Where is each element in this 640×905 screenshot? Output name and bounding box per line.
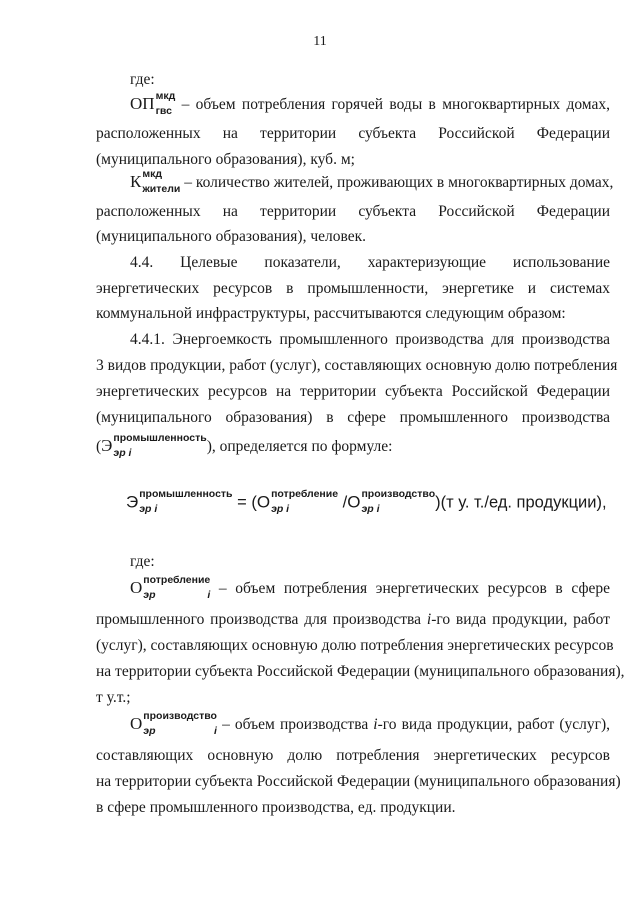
- para-44-line-3: коммунальной инфраструктуры, рассчитываются следующим образом:: [96, 305, 566, 322]
- def-o1-line-5: т у.т.;: [96, 689, 131, 706]
- def-k-line-1: К мкд жители – количество жителей, проживающих в многоквартирных домах,: [130, 168, 614, 196]
- para-441-line-5: (Э промышленность эр i ), определяется по формуле:: [96, 432, 393, 460]
- def-o1-line-1: О потребление эр i – объем потребления энергетических ресурсов в сфере: [130, 574, 610, 602]
- symbol-e-inline: Э промышленность эр i: [101, 432, 207, 460]
- para-441-line-2: 3 видов продукции, работ (услуг), составляющих основную долю потребления: [96, 357, 618, 374]
- formula-lhs: Э промышленность эр i: [126, 488, 233, 515]
- symbol-k: К мкд жители: [130, 168, 181, 196]
- para-441-line-1: 4.4.1. Энергоемкость промышленного производства для производства: [130, 331, 610, 348]
- def-o2-line-3: на территории субъекта Российской Федерации (муниципального образования): [96, 773, 621, 790]
- symbol-o2: О производство эр i: [130, 710, 217, 738]
- def-op-line-1: ОП мкд гвс – объем потребления горячей воды в многоквартирных домах,: [130, 90, 610, 118]
- def-o2-line-4: в сфере промышленного производства, ед. продукции.: [96, 799, 456, 816]
- symbol-op: ОП мкд гвс: [130, 90, 176, 118]
- def-k-line-3: (муниципального образования), человек.: [96, 228, 367, 245]
- where-label-1: где:: [130, 71, 155, 88]
- def-o2-line-1: О производство эр i – объем производства i-го вида продукции, работ (услуг),: [130, 710, 611, 738]
- para-441-line-3: энергетических ресурсов на территории субъекта Российской Федерации: [96, 383, 610, 400]
- para-441-line-4: (муниципального образования) в сфере промышленного производства: [96, 409, 610, 426]
- formula-slash: /: [342, 493, 348, 512]
- formula-o2: О производство эр i: [347, 488, 436, 515]
- def-op-line-3: (муниципального образования), куб. м;: [96, 151, 355, 168]
- formula-o1: О потребление эр i: [256, 488, 339, 515]
- def-o1-line-4: на территории субъекта Российской Федерации (муниципального образования),: [96, 663, 625, 680]
- def-k-line-2: расположенных на территории субъекта Российской Федерации: [96, 203, 610, 220]
- symbol-o1: О потребление эр i: [130, 574, 211, 602]
- def-o2-line-2: составляющих основную долю потребления энергетических ресурсов: [96, 747, 610, 764]
- where-label-2: где:: [130, 553, 155, 570]
- formula-tail: )(т у. т./ед. продукции),: [435, 493, 607, 512]
- para-44-line-2: энергетических ресурсов в промышленности, энергетике и системах: [96, 280, 610, 297]
- def-o1-line-3: (услуг), составляющих основную долю потребления энергетических ресурсов: [96, 637, 614, 654]
- formula: [126, 488, 607, 515]
- def-op-line-2: расположенных на территории субъекта Российской Федерации: [96, 125, 610, 142]
- para-44-line-1: 4.4. Целевые показатели, характеризующие использование: [130, 254, 610, 271]
- def-o1-line-2: промышленного производства для производства i-го вида продукции, работ: [96, 611, 611, 628]
- page-number: 11: [313, 34, 327, 49]
- formula-eq: = (: [237, 493, 257, 512]
